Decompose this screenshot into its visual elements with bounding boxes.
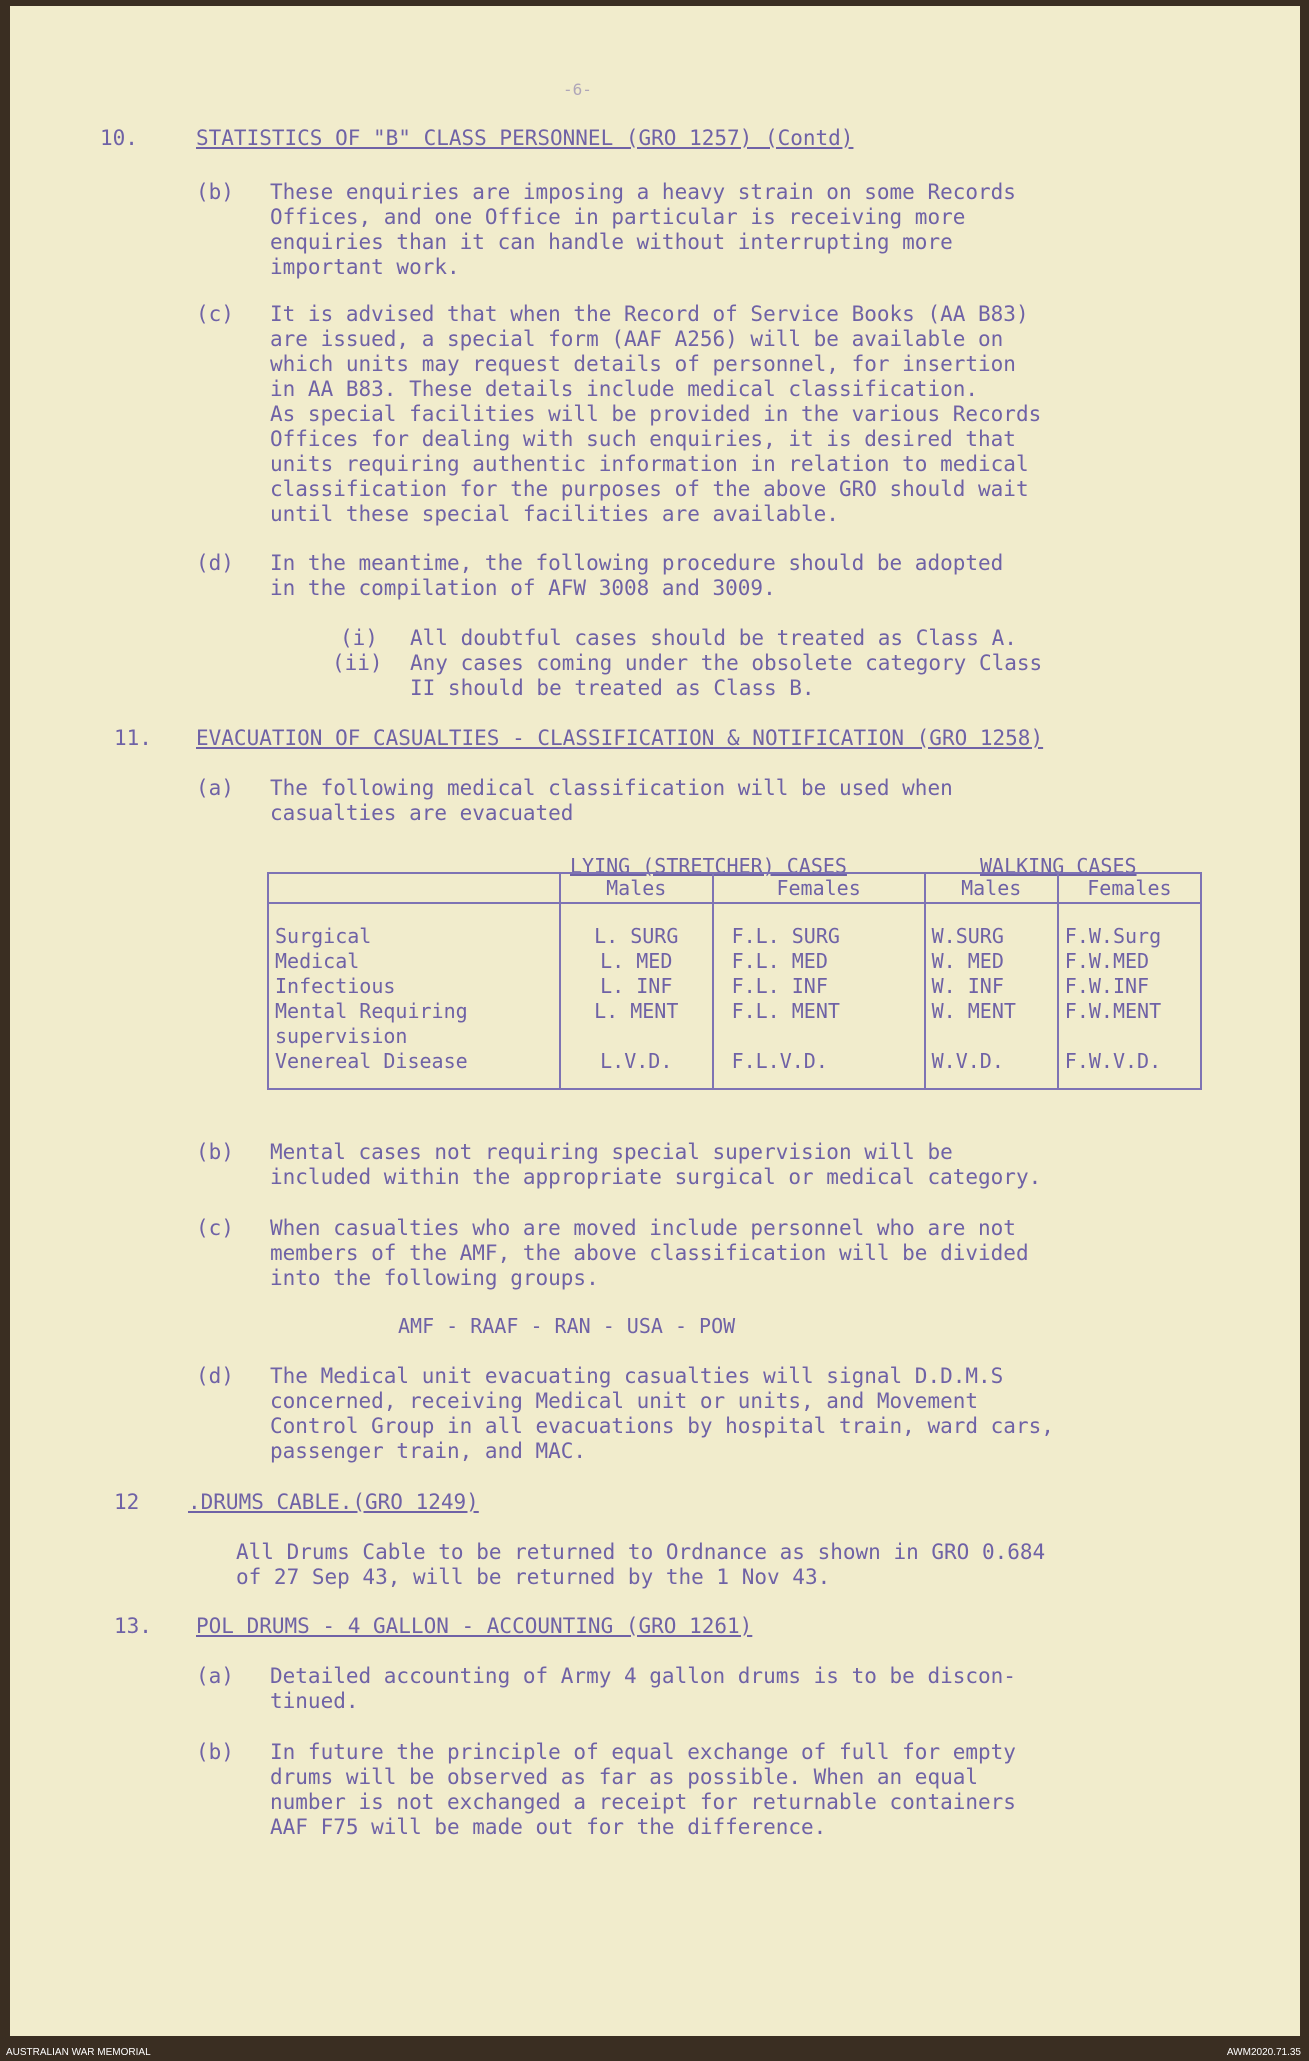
s13-a-label: (a)	[196, 1664, 234, 1688]
table-cell: F.L. SURG	[731, 924, 840, 948]
table-cell: F.L. MENT	[731, 999, 840, 1023]
section-11-number: 11.	[114, 726, 152, 750]
document-page	[10, 6, 1300, 2036]
section-12-number: 12	[114, 1490, 140, 1514]
table-cell-blank	[732, 1024, 918, 1049]
table-cell: F.L.V.D.	[731, 1049, 828, 1073]
table-cell: F.W.MENT	[1064, 999, 1162, 1023]
walking-males-column	[925, 903, 1058, 1089]
walking-cases-heading: WALKING CASES	[980, 854, 1137, 878]
s10-b-text: These enquiries are imposing a heavy strain on some Records Offices, and one Office in particular is receiving more enquiries than it can handle without interrupting more important work.	[270, 180, 1016, 279]
section-11-heading: EVACUATION OF CASUALTIES - CLASSIFICATION & NOTIFICATION (GRO 1258)	[196, 726, 1044, 750]
table-cell: L. MED	[600, 949, 673, 973]
section-10-number: 10.	[100, 126, 138, 150]
table-header-row	[268, 873, 1201, 903]
category-surgical: Surgical	[275, 924, 372, 948]
table-cell: F.W.INF	[1064, 974, 1150, 998]
table-cell: F.L. MED	[731, 949, 828, 973]
page-number-mark: -6-	[563, 80, 592, 99]
s10-d-label: (d)	[196, 551, 234, 575]
s11-b-label: (b)	[196, 1140, 234, 1164]
s11-a-label: (a)	[196, 776, 234, 800]
s11-c-label: (c)	[196, 1216, 234, 1240]
s10-d-text: In the meantime, the following procedure should be adopted in the compilation of AFW 3008 and 3009.	[270, 551, 1004, 600]
lying-cases-heading: LYING (STRETCHER) CASES	[570, 854, 847, 878]
lying-females-column	[713, 903, 925, 1089]
s11-c-text: When casualties who are moved include personnel who are not members of the AMF, the above classification will be divided into the following groups.	[270, 1216, 1029, 1290]
header-lying-males: Males	[560, 873, 713, 903]
s10-i-label: (i)	[340, 626, 378, 650]
s10-b-label: (b)	[196, 180, 234, 204]
table-cell: W. INF	[931, 974, 1004, 998]
table-cell-blank	[932, 1024, 1051, 1049]
table-cell: W. MENT	[931, 999, 1016, 1023]
archive-footer	[0, 2046, 1309, 2061]
s10-c-text: It is advised that when the Record of Service Books (AA B83) are issued, a special form (AAF A256) will be available on which units may request details of personnel, for insertion in AA B83. These details include medical classification. As special facilities will be provided in the various Records Offices for dealing with such enquiries, it is desired that units requiring authentic information in relation to medical classification for the purposes of the above GRO should wait until these special facilities are available.	[270, 302, 1042, 526]
category-mental: Mental Requiring	[275, 999, 468, 1023]
service-groups: AMF - RAAF - RAN - USA - POW	[398, 1314, 736, 1338]
section-10-heading: STATISTICS OF "B" CLASS PERSONNEL (GRO 1257) (Contd)	[196, 126, 854, 150]
category-column	[268, 903, 560, 1089]
s13-b-label: (b)	[196, 1740, 234, 1764]
footer-institution: AUSTRALIAN WAR MEMORIAL	[6, 2047, 151, 2058]
section-13-heading: POL DRUMS - 4 GALLON - ACCOUNTING (GRO 1261)	[196, 1614, 753, 1638]
category-venereal: Venereal Disease	[275, 1049, 468, 1073]
category-mental-cont: supervision	[275, 1024, 408, 1048]
table-cell: L. MENT	[594, 999, 679, 1023]
header-walking-females: Females	[1058, 873, 1201, 903]
table-cell: L. SURG	[594, 924, 679, 948]
header-blank	[268, 873, 560, 903]
table-cell-blank	[567, 1024, 706, 1049]
table-cell: F.L. INF	[731, 974, 828, 998]
lying-males-column	[560, 903, 713, 1089]
header-lying-females: Females	[713, 873, 925, 903]
s10-ii-text: Any cases coming under the obsolete category Class II should be treated as Class B.	[410, 651, 1043, 700]
table-cell: W.SURG	[931, 924, 1004, 948]
s11-b-text: Mental cases not requiring special supervision will be included within the appropriate surgical or medical category.	[270, 1140, 1042, 1189]
table-cell: F.W.Surg	[1064, 924, 1162, 948]
category-infectious: Infectious	[275, 974, 396, 998]
s12-text: All Drums Cable to be returned to Ordnance as shown in GRO 0.684 of 27 Sep 43, will be returned by the 1 Nov 43.	[236, 1540, 1046, 1589]
table-cell: F.W.MED	[1064, 949, 1150, 973]
s10-ii-label: (ii)	[332, 651, 383, 675]
table-cell: F.W.V.D.	[1064, 1049, 1162, 1073]
table-cell: L.V.D.	[600, 1049, 673, 1073]
s13-b-text: In future the principle of equal exchange of full for empty drums will be observed as far as possible. When an equal number is not exchanged a receipt for returnable containers AAF F75 will be made out for the difference.	[270, 1740, 1016, 1839]
section-12-heading: .DRUMS CABLE.(GRO 1249)	[188, 1490, 479, 1514]
s11-d-label: (d)	[196, 1364, 234, 1388]
table-cell: W.V.D.	[931, 1049, 1004, 1073]
classification-table	[267, 872, 1202, 1090]
table-cell-blank	[1065, 1024, 1194, 1049]
s13-a-text: Detailed accounting of Army 4 gallon drums is to be discon- tinued.	[270, 1664, 1016, 1713]
category-medical: Medical	[275, 949, 360, 973]
table-body-row	[268, 903, 1201, 1089]
s10-c-label: (c)	[196, 302, 234, 326]
s11-d-text: The Medical unit evacuating casualties will signal D.D.M.S concerned, receiving Medical unit or units, and Movement Control Group in all evacuations by hospital train, ward cars, passenger train, and MAC.	[270, 1364, 1054, 1463]
header-walking-males: Males	[925, 873, 1058, 903]
s10-i-text: All doubtful cases should be treated as Class A.	[410, 626, 1017, 650]
table-cell: W. MED	[931, 949, 1004, 973]
footer-reference: AWM2020.71.35	[1226, 2047, 1301, 2058]
section-13-number: 13.	[114, 1614, 152, 1638]
table-cell: L. INF	[600, 974, 673, 998]
walking-females-column	[1058, 903, 1201, 1089]
s11-a-text: The following medical classification will be used when casualties are evacuated	[270, 776, 953, 825]
